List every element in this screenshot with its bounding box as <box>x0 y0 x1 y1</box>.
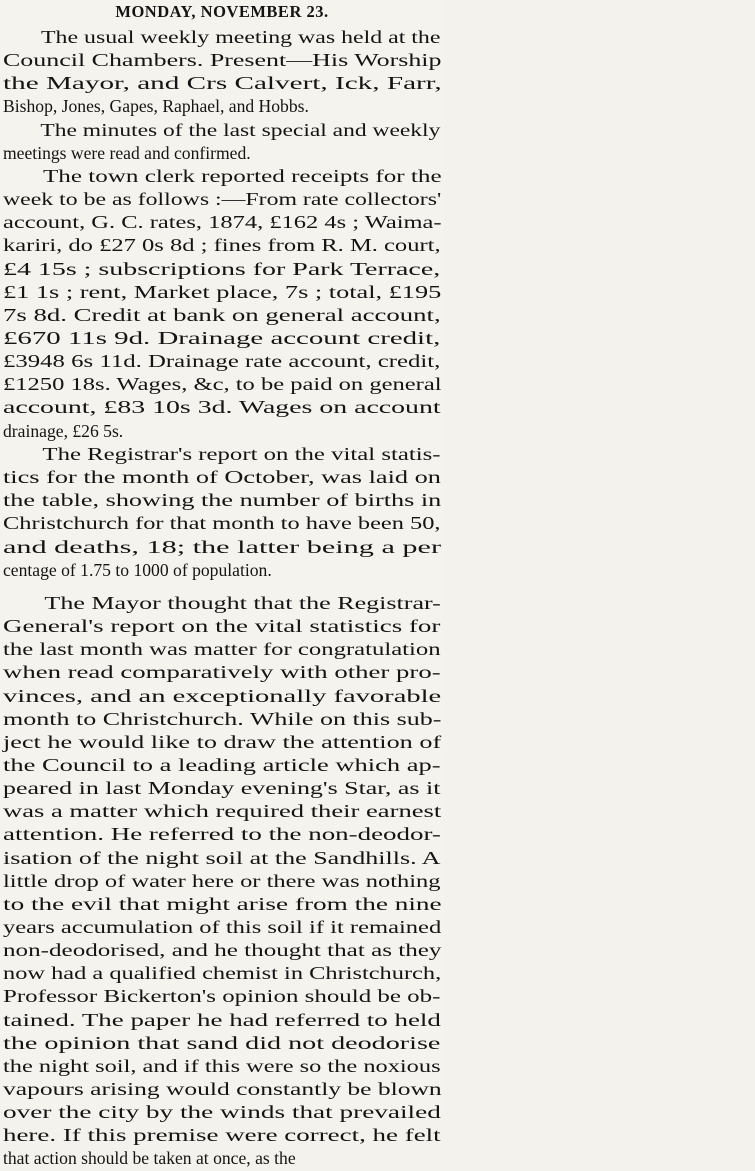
text-line: £1250 18s. Wages, &c, to be paid on general <box>3 374 442 395</box>
text-line: years accumulation of this soil if it remained <box>3 916 442 937</box>
text-line: tics for the month of October, was laid on <box>3 467 441 488</box>
paragraph-mayor-remarks <box>3 592 441 1171</box>
text-line: non-deodorised, and he thought that as they <box>3 940 442 961</box>
paragraph-receipts <box>3 165 441 443</box>
text-line: peared in last Monday evening's Star, as it <box>3 778 441 799</box>
text-line: Christchurch for that month to have been 50, <box>3 513 441 534</box>
paragraph-attendance <box>3 26 441 119</box>
text-line: The Registrar's report on the vital statis- <box>42 444 441 464</box>
text-line: £3948 6s 11d. Drainage rate account, credit, <box>3 351 441 372</box>
text-line: kariri, do £27 0s 8d ; fines from R. M. court, <box>3 235 441 256</box>
text-line: was a matter which required their earnest <box>3 801 442 822</box>
text-line: £1 1s ; rent, Market place, 7s ; total, £195 <box>3 281 442 302</box>
text-line: £670 11s 9d. Drainage account credit, <box>3 327 441 348</box>
text-line: here. If this premise were correct, he felt <box>3 1125 441 1146</box>
text-line: Council Chambers. Present—His Worship <box>3 50 442 71</box>
text-line: when read comparatively with other pro- <box>3 662 441 683</box>
paragraph-minutes <box>3 119 441 165</box>
text-line: Professor Bickerton's opinion should be ob- <box>3 986 441 1007</box>
text-line: £4 15s ; subscriptions for Park Terrace, <box>3 258 441 279</box>
text-line: General's report on the vital statistics for <box>3 616 441 637</box>
text-line: drainage, £26 5s. <box>3 420 124 441</box>
text-line: 7s 8d. Credit at bank on general account, <box>3 304 441 325</box>
text-line: account, G. C. rates, 1874, £162 4s ; Waima- <box>3 212 442 233</box>
text-line: centage of 1.75 to 1000 of population. <box>3 559 272 580</box>
text-line: and deaths, 18; the latter being a per <box>3 536 442 557</box>
text-line: isation of the night soil at the Sandhills. A <box>3 847 441 868</box>
text-line: The minutes of the last special and weekly <box>40 120 441 140</box>
date-heading: MONDAY, NOVEMBER 23. <box>115 2 329 21</box>
text-line: week to be as follows :—From rate collectors' <box>3 189 442 210</box>
text-line: that action should be taken at once, as the <box>3 1148 296 1169</box>
text-line: ject he would like to draw the attention of <box>3 731 442 752</box>
text-line: vinces, and an exceptionally favorable <box>3 685 442 706</box>
text-line: vapours arising would constantly be blown <box>3 1078 442 1099</box>
text-line: month to Christchurch. While on this sub- <box>3 708 442 729</box>
text-line: tained. The paper he had referred to held <box>3 1009 441 1030</box>
text-line: The Mayor thought that the Registrar- <box>44 593 441 613</box>
text-line: the Council to a leading article which ap- <box>3 754 441 775</box>
text-line: Bishop, Jones, Gapes, Raphael, and Hobbs. <box>3 96 309 117</box>
text-line: meetings were read and confirmed. <box>3 143 251 164</box>
text-line: the night soil, and if this were so the noxious <box>3 1055 441 1076</box>
text-line: the opinion that sand did not deodorise <box>3 1032 441 1053</box>
text-line: little drop of water here or there was nothing <box>3 870 441 891</box>
text-line: attention. He referred to the non-deodor- <box>3 824 441 845</box>
text-line: The town clerk reported receipts for the <box>42 166 442 186</box>
text-line: The usual weekly meeting was held at the <box>40 27 441 47</box>
text-line: to the evil that might arise from the nine <box>3 893 442 914</box>
text-line: the table, showing the number of births in <box>3 490 442 511</box>
text-line: the last month was matter for congratulation <box>3 639 441 660</box>
text-line: the Mayor, and Crs Calvert, Ick, Farr, <box>3 73 442 94</box>
text-line: now had a qualified chemist in Christchurch, <box>3 963 442 984</box>
text-line: over the city by the winds that prevailed <box>3 1102 441 1123</box>
paragraph-registrar-report <box>3 443 441 582</box>
text-line: account, £83 10s 3d. Wages on account <box>3 397 441 418</box>
